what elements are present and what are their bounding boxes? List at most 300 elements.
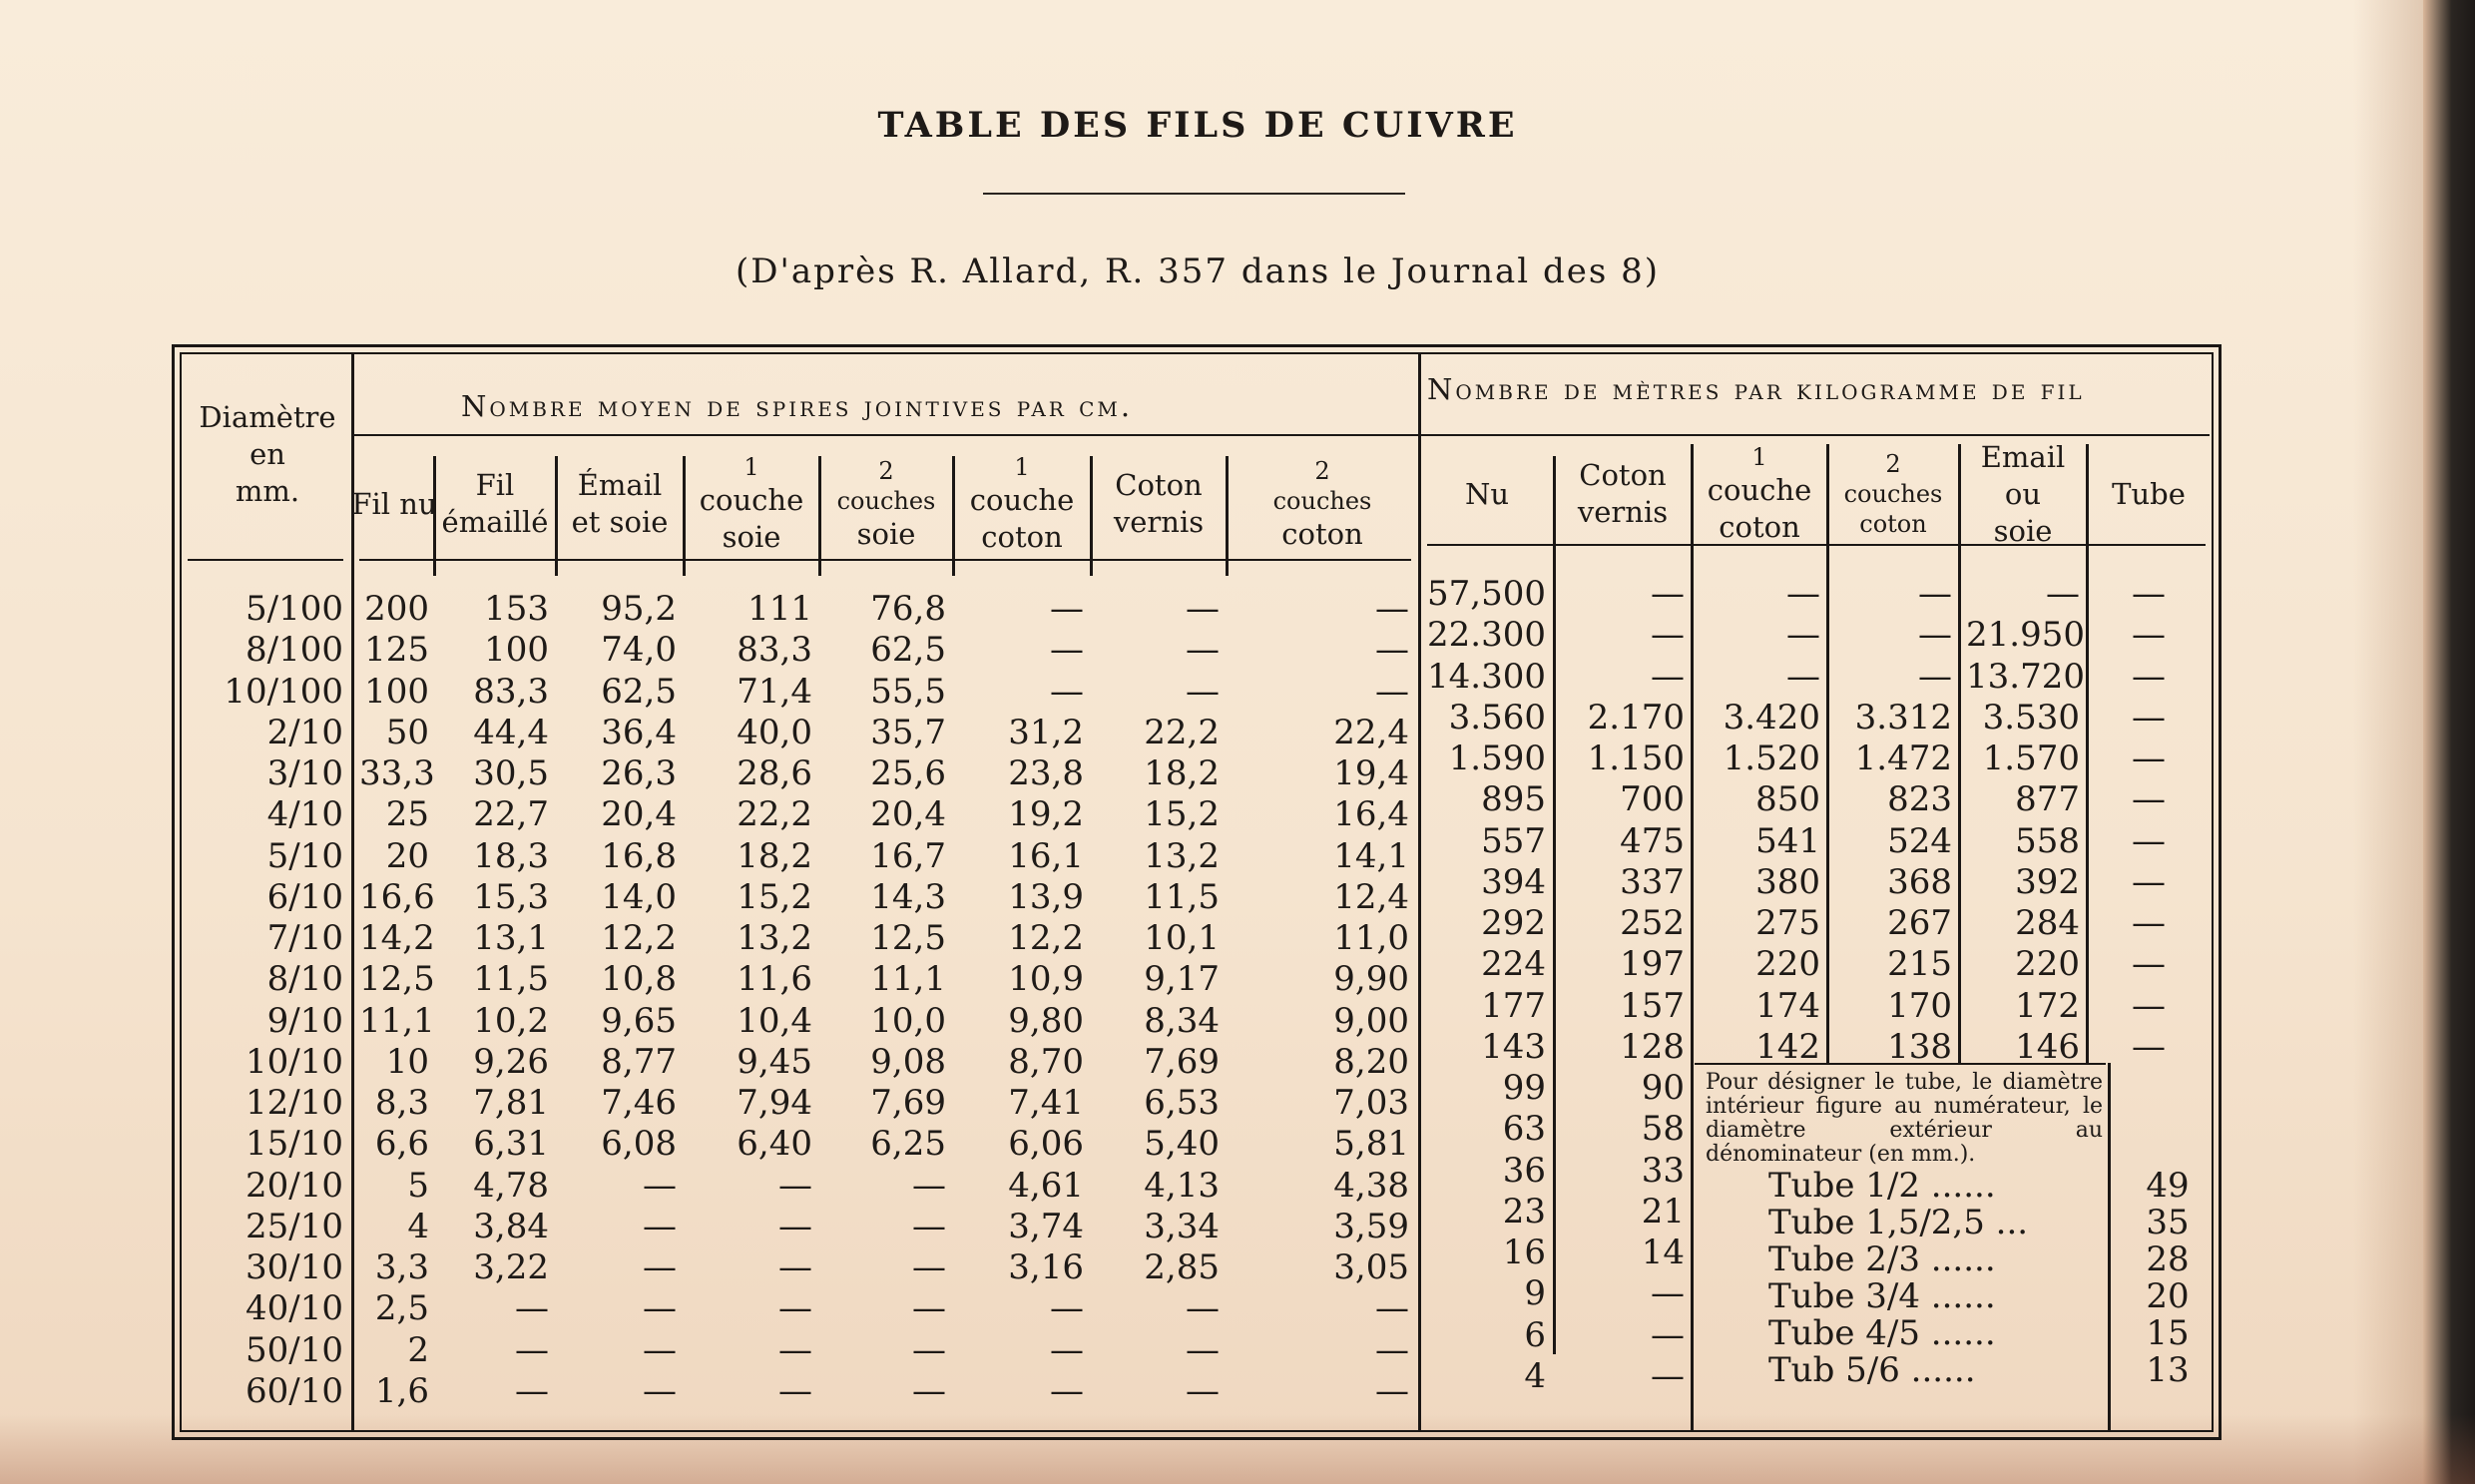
table-cell: 7,46: [601, 1083, 677, 1123]
header-fil-emaille: Fil émaillé: [441, 468, 549, 539]
table-cell: 2,85: [1144, 1247, 1220, 1287]
table-cell: 6,40: [737, 1124, 812, 1165]
table-cell: —: [1050, 1370, 1084, 1411]
table-cell: 12/10: [246, 1083, 343, 1123]
table-cell: —: [2132, 820, 2166, 861]
table-cell: 14,0: [601, 876, 677, 917]
col-deux-couches-soie: [826, 589, 946, 1412]
table-cell: 337: [1620, 861, 1685, 902]
table-cell: —: [1050, 671, 1084, 712]
col-sep-r1: [1553, 456, 1556, 1354]
header-fil-nu: Fil nu: [351, 486, 437, 521]
table-cell: 5/10: [266, 835, 343, 876]
tube-label: Tube 3/4 ......: [1768, 1276, 1996, 1316]
table-cell: 16,1: [1008, 835, 1084, 876]
table-cell: 15,3: [473, 876, 549, 917]
table-cell: 4,61: [1008, 1165, 1084, 1206]
table-cell: 4,38: [1333, 1165, 1409, 1206]
table-cell: 50/10: [246, 1329, 343, 1370]
table-cell: 74,0: [601, 630, 677, 671]
table-cell: 1.472: [1854, 739, 1952, 778]
table-cell: 10/100: [224, 671, 343, 712]
table-cell: 22,2: [737, 794, 812, 835]
table-cell: 292: [1481, 903, 1546, 943]
table-cell: 30/10: [246, 1247, 343, 1287]
col-sep-r2: [1691, 444, 1694, 1432]
table-cell: 36: [1502, 1150, 1546, 1191]
tube-label: Tube 1/2 ......: [1768, 1166, 1996, 1206]
table-cell: 3,59: [1333, 1206, 1409, 1246]
table-cell: 21.950: [1966, 615, 2085, 656]
table-cell: 21: [1641, 1191, 1685, 1232]
table-cell: 200: [364, 589, 429, 629]
table-cell: 10,1: [1144, 918, 1220, 958]
table-cell: 1.520: [1723, 739, 1820, 778]
col-m-une-couche-coton: [1699, 574, 1820, 1068]
header-m-coton-vernis: Coton vernis: [1577, 458, 1669, 529]
tube-note: Pour désigner le tube, le diamètre intérieur figure au numérateur, le diamètre extérieur au dénominateur (en mm.).: [1706, 1070, 2103, 1167]
table-cell: 9,45: [737, 1041, 812, 1082]
table-cell: 8/100: [246, 630, 343, 671]
table-cell: 62,5: [601, 671, 677, 712]
table-cell: 220: [1755, 944, 1820, 985]
tube-label: Tube 1,5/2,5 ...: [1768, 1203, 2029, 1242]
table-cell: 3.560: [1448, 697, 1546, 738]
table-cell: 13.720: [1966, 656, 2085, 697]
table-cell: —: [912, 1165, 946, 1206]
table-cell: 3,34: [1144, 1206, 1220, 1246]
table-cell: 13,2: [737, 918, 812, 958]
book-edge: [2423, 0, 2475, 1484]
table-cell: 153: [484, 589, 549, 629]
table-cell: 128: [1620, 1026, 1685, 1067]
table-cell: 850: [1755, 779, 1820, 820]
table-cell: 9,00: [1333, 1000, 1409, 1041]
table-cell: —: [912, 1247, 946, 1287]
table-cell: 40,0: [737, 712, 812, 752]
table-cell: 8,77: [601, 1041, 677, 1082]
table-cell: 10,9: [1008, 959, 1084, 1000]
right-group-rule-2: [1421, 434, 2210, 436]
table-cell: —: [1186, 671, 1220, 712]
table-cell: 823: [1887, 779, 1952, 820]
table-cell: 30,5: [473, 753, 549, 793]
table-cell: —: [643, 1206, 677, 1246]
table-cell: 4: [1524, 1355, 1546, 1396]
table-cell: —: [1786, 574, 1820, 614]
table-cell: 275: [1755, 903, 1820, 943]
table-cell: 55,5: [870, 671, 946, 712]
table-cell: 33: [1641, 1150, 1685, 1191]
table-cell: 1.150: [1587, 739, 1685, 778]
table-cell: 63: [1502, 1109, 1546, 1150]
table-cell: 7,41: [1008, 1083, 1084, 1123]
table-cell: 19,4: [1333, 753, 1409, 793]
table-cell: 16: [1502, 1233, 1546, 1272]
header-m-email-soie: Email ou soie: [1980, 439, 2066, 548]
table-cell: 18,2: [1144, 753, 1220, 793]
table-cell: 16,7: [870, 835, 946, 876]
table-cell: —: [778, 1165, 812, 1206]
page-title: TABLE DES FILS DE CUIVRE: [877, 105, 1518, 146]
table-cell: 6,08: [601, 1124, 677, 1165]
table-cell: —: [2132, 739, 2166, 778]
table-cell: 50: [385, 712, 429, 752]
table-cell: —: [912, 1370, 946, 1411]
col-une-couche-soie: [691, 589, 812, 1412]
table-cell: —: [1186, 1288, 1220, 1329]
table-cell: 3,16: [1008, 1247, 1084, 1287]
table-cell: 100: [364, 671, 429, 712]
table-cell: 142: [1755, 1026, 1820, 1067]
table-cell: 16,4: [1333, 794, 1409, 835]
tube-value: 49: [2146, 1166, 2190, 1206]
table-cell: 9: [1524, 1273, 1546, 1314]
table-cell: —: [1918, 615, 1952, 656]
table-cell: 8/10: [266, 959, 343, 1000]
table-cell: 12,5: [870, 918, 946, 958]
table-cell: 557: [1481, 820, 1546, 861]
table-cell: 11,1: [870, 959, 946, 1000]
table-cell: 25: [385, 794, 429, 835]
tube-values: [2128, 1168, 2208, 1389]
table-cell: 16,6: [359, 876, 435, 917]
table-cell: 174: [1755, 985, 1820, 1026]
table-cell: —: [643, 1329, 677, 1370]
table-cell: 215: [1887, 944, 1952, 985]
table-cell: 6/10: [266, 876, 343, 917]
table-cell: 3,22: [473, 1247, 549, 1287]
header-m-tube: Tube: [2112, 476, 2186, 511]
col-m-email-soie: [1966, 574, 2085, 1068]
table-cell: —: [2132, 944, 2166, 985]
table-cell: 99: [1502, 1068, 1546, 1108]
table-cell: —: [912, 1206, 946, 1246]
table-cell: 6,25: [870, 1124, 946, 1165]
table-cell: —: [515, 1329, 549, 1370]
table-cell: —: [1050, 630, 1084, 671]
table-cell: 7,94: [737, 1083, 812, 1123]
table-cell: —: [1651, 615, 1685, 656]
table-cell: 11,1: [359, 1000, 435, 1041]
table-cell: 14,2: [359, 918, 435, 958]
table-cell: —: [912, 1329, 946, 1370]
table-cell: 284: [2015, 903, 2080, 943]
table-cell: —: [1651, 1314, 1685, 1355]
table-cell: 8,34: [1144, 1000, 1220, 1041]
header-diametre: Diamètre en mm.: [199, 399, 336, 508]
header-m-nu: Nu: [1464, 476, 1510, 511]
header-une-couche-soie: 1 couche soie: [699, 453, 804, 554]
table-cell: 111: [747, 589, 812, 629]
table-cell: 3,84: [473, 1206, 549, 1246]
tube-label: Tube 2/3 ......: [1768, 1239, 1996, 1279]
table-cell: 3.420: [1723, 697, 1820, 738]
table-cell: 18,3: [473, 835, 549, 876]
tube-value: 13: [2146, 1350, 2190, 1390]
table-cell: —: [2046, 574, 2080, 614]
table-cell: —: [1651, 1273, 1685, 1314]
table-cell: 22.300: [1427, 615, 1546, 656]
table-cell: 138: [1887, 1026, 1952, 1067]
table-cell: —: [2132, 779, 2166, 820]
table-cell: —: [1918, 574, 1952, 614]
table-cell: 394: [1481, 861, 1546, 902]
table-cell: 6: [1524, 1314, 1546, 1355]
table-cell: 2,5: [374, 1288, 429, 1329]
tube-label: Tube 4/5 ......: [1768, 1313, 1996, 1353]
table-cell: 83,3: [737, 630, 812, 671]
table-cell: 20,4: [601, 794, 677, 835]
table-cell: 177: [1481, 985, 1546, 1026]
table-cell: 5,81: [1333, 1124, 1409, 1165]
tube-list: [1768, 1168, 2128, 1389]
table-cell: 143: [1481, 1026, 1546, 1067]
table-cell: 13,2: [1144, 835, 1220, 876]
table-cell: 35,7: [870, 712, 946, 752]
col-fil-nu: [359, 589, 435, 1412]
table-cell: 5: [407, 1165, 429, 1206]
table-cell: 10,0: [870, 1000, 946, 1041]
table-cell: —: [515, 1370, 549, 1411]
table-cell: 3,05: [1333, 1247, 1409, 1287]
header-underline-diam: [188, 559, 343, 561]
table-cell: 3.530: [1982, 697, 2080, 738]
table-cell: 4,13: [1144, 1165, 1220, 1206]
table-cell: —: [643, 1288, 677, 1329]
table-cell: 62,5: [870, 630, 946, 671]
table-cell: 5,40: [1144, 1124, 1220, 1165]
table-cell: 9,26: [473, 1041, 549, 1082]
table-cell: 20,4: [870, 794, 946, 835]
table-cell: —: [1786, 656, 1820, 697]
table-cell: 7/10: [266, 918, 343, 958]
table-cell: —: [1375, 1370, 1409, 1411]
tube-value: 28: [2146, 1239, 2190, 1279]
table-cell: 5/100: [246, 589, 343, 629]
table-cell: 14: [1641, 1233, 1685, 1272]
table-cell: 28,6: [737, 753, 812, 793]
table-cell: 12,5: [359, 959, 435, 1000]
tube-label: Tub 5/6 ......: [1768, 1350, 1976, 1390]
table-cell: 11,0: [1333, 918, 1409, 958]
col-m-coton-vernis: [1561, 574, 1685, 1397]
table-cell: 541: [1755, 820, 1820, 861]
table-cell: 95,2: [601, 589, 677, 629]
table-cell: 524: [1887, 820, 1952, 861]
table-cell: —: [1050, 1288, 1084, 1329]
table-cell: 31,2: [1008, 712, 1084, 752]
header-coton-vernis: Coton vernis: [1113, 468, 1205, 539]
header-group-spires: Nombre moyen de spires jointives par cm.: [461, 389, 1134, 423]
table-cell: 22,4: [1333, 712, 1409, 752]
table-cell: 19,2: [1008, 794, 1084, 835]
table-cell: 146: [2015, 1026, 2080, 1067]
col-m-tube: [2094, 574, 2204, 1068]
table-cell: 57,500: [1427, 574, 1546, 614]
table-cell: 4: [407, 1206, 429, 1246]
table-cell: 380: [1755, 861, 1820, 902]
table-cell: 2/10: [266, 712, 343, 752]
table-cell: 9/10: [266, 1000, 343, 1041]
table-cell: 71,4: [737, 671, 812, 712]
table-cell: 1.590: [1448, 739, 1546, 778]
table-cell: 9,80: [1008, 1000, 1084, 1041]
header-deux-couches-soie: 2 couches soie: [836, 456, 936, 551]
table-cell: —: [2132, 697, 2166, 738]
table-cell: 3/10: [266, 753, 343, 793]
table-cell: 44,4: [473, 712, 549, 752]
table-cell: 2.170: [1587, 697, 1685, 738]
table-cell: 252: [1620, 903, 1685, 943]
table-cell: —: [1375, 671, 1409, 712]
table-cell: 12,2: [601, 918, 677, 958]
table-cell: 1.570: [1982, 739, 2080, 778]
table-cell: 12,4: [1333, 876, 1409, 917]
table-cell: 6,31: [473, 1124, 549, 1165]
col-deux-couches-coton: [1234, 589, 1409, 1412]
page-subtitle: (D'après R. Allard, R. 357 dans le Journal des 8): [735, 251, 1660, 291]
table-cell: 7,03: [1333, 1083, 1409, 1123]
table-cell: 22,7: [473, 794, 549, 835]
tube-value: 15: [2146, 1313, 2190, 1353]
table-cell: 76,8: [870, 589, 946, 629]
table-cell: —: [1918, 656, 1952, 697]
table-cell: 16,8: [601, 835, 677, 876]
table-cell: 100: [484, 630, 549, 671]
title-rule: [983, 193, 1405, 195]
table-cell: 700: [1620, 779, 1685, 820]
table-cell: 26,3: [601, 753, 677, 793]
table-cell: —: [1651, 656, 1685, 697]
table-cell: 25/10: [246, 1206, 343, 1246]
table-cell: —: [778, 1329, 812, 1370]
table-cell: 7,69: [1144, 1041, 1220, 1082]
table-cell: 11,5: [473, 959, 549, 1000]
table-cell: 6,06: [1008, 1124, 1084, 1165]
col-coton-vernis: [1098, 589, 1220, 1412]
table-cell: —: [912, 1288, 946, 1329]
table-cell: —: [1186, 589, 1220, 629]
header-underline-left: [359, 559, 1411, 561]
table-cell: 90: [1641, 1068, 1685, 1108]
table-cell: 197: [1620, 944, 1685, 985]
table-cell: 7,69: [870, 1083, 946, 1123]
tube-value: 35: [2146, 1203, 2190, 1242]
table-cell: —: [1186, 1329, 1220, 1370]
table-cell: 3,74: [1008, 1206, 1084, 1246]
table-cell: —: [1786, 615, 1820, 656]
table-cell: 172: [2015, 985, 2080, 1026]
table-cell: 10,4: [737, 1000, 812, 1041]
table-cell: 3.312: [1854, 697, 1952, 738]
table-cell: —: [778, 1370, 812, 1411]
table-cell: —: [643, 1165, 677, 1206]
table-cell: 125: [364, 630, 429, 671]
table-cell: 392: [2015, 861, 2080, 902]
table-cell: 6,6: [374, 1124, 429, 1165]
header-deux-couches-coton: 2 couches coton: [1272, 456, 1372, 551]
table-cell: —: [1050, 1329, 1084, 1370]
table-cell: 10: [385, 1041, 429, 1082]
header-group-metres: Nombre de mètres par kilogramme de fil: [1427, 372, 2085, 406]
table-cell: 23: [1502, 1191, 1546, 1232]
table-cell: —: [643, 1247, 677, 1287]
table-cell: 13,1: [473, 918, 549, 958]
col-email-soie: [563, 589, 677, 1412]
table-cell: 10,2: [473, 1000, 549, 1041]
table-cell: —: [778, 1206, 812, 1246]
tube-value: 20: [2146, 1276, 2190, 1316]
col-une-couche-coton: [960, 589, 1084, 1412]
table-cell: 14.300: [1427, 656, 1546, 697]
table-cell: —: [1375, 1288, 1409, 1329]
table-cell: 11,6: [737, 959, 812, 1000]
table-cell: 8,3: [374, 1083, 429, 1123]
table-cell: —: [1375, 1329, 1409, 1370]
table-cell: 368: [1887, 861, 1952, 902]
table-cell: —: [2132, 656, 2166, 697]
table-cell: —: [515, 1288, 549, 1329]
table-cell: 558: [2015, 820, 2080, 861]
col-diametres: [188, 589, 343, 1412]
table-cell: —: [778, 1288, 812, 1329]
table-cell: —: [1651, 1355, 1685, 1396]
table-cell: —: [1375, 589, 1409, 629]
left-group-rule: [351, 434, 1579, 436]
table-cell: 23,8: [1008, 753, 1084, 793]
table-cell: 33,3: [359, 753, 435, 793]
col-fil-emaille: [441, 589, 549, 1412]
table-cell: 877: [2015, 779, 2080, 820]
table-cell: 3,3: [374, 1247, 429, 1287]
table-cell: 25,6: [870, 753, 946, 793]
table-cell: —: [2132, 903, 2166, 943]
table-cell: 13,9: [1008, 876, 1084, 917]
header-m-une-couche-coton: 1 couche coton: [1707, 443, 1812, 544]
table-cell: 157: [1620, 985, 1685, 1026]
table-cell: —: [1651, 574, 1685, 614]
table-cell: 11,5: [1144, 876, 1220, 917]
table-cell: 1,6: [374, 1370, 429, 1411]
table-cell: 14,3: [870, 876, 946, 917]
table-cell: —: [1375, 630, 1409, 671]
page-fold-shadow: [2353, 0, 2423, 1484]
header-email-soie: Émail et soie: [571, 468, 669, 539]
table-cell: —: [1186, 1370, 1220, 1411]
table-cell: 8,20: [1333, 1041, 1409, 1082]
table-cell: 10,8: [601, 959, 677, 1000]
table-cell: 9,65: [601, 1000, 677, 1041]
table-cell: 2: [407, 1329, 429, 1370]
table-cell: 475: [1620, 820, 1685, 861]
table-cell: 220: [2015, 944, 2080, 985]
table-cell: —: [2132, 1026, 2166, 1067]
table-cell: —: [2132, 985, 2166, 1026]
table-cell: 9,17: [1144, 959, 1220, 1000]
table-cell: 224: [1481, 944, 1546, 985]
table-cell: 4,78: [473, 1165, 549, 1206]
table-cell: —: [778, 1247, 812, 1287]
col-m-deux-couches-coton: [1834, 574, 1952, 1068]
table-cell: 40/10: [246, 1288, 343, 1329]
table-cell: —: [2132, 861, 2166, 902]
table-cell: 4/10: [266, 794, 343, 835]
table-cell: 10/10: [246, 1041, 343, 1082]
table-cell: 18,2: [737, 835, 812, 876]
table-cell: —: [643, 1370, 677, 1411]
table-cell: 8,70: [1008, 1041, 1084, 1082]
